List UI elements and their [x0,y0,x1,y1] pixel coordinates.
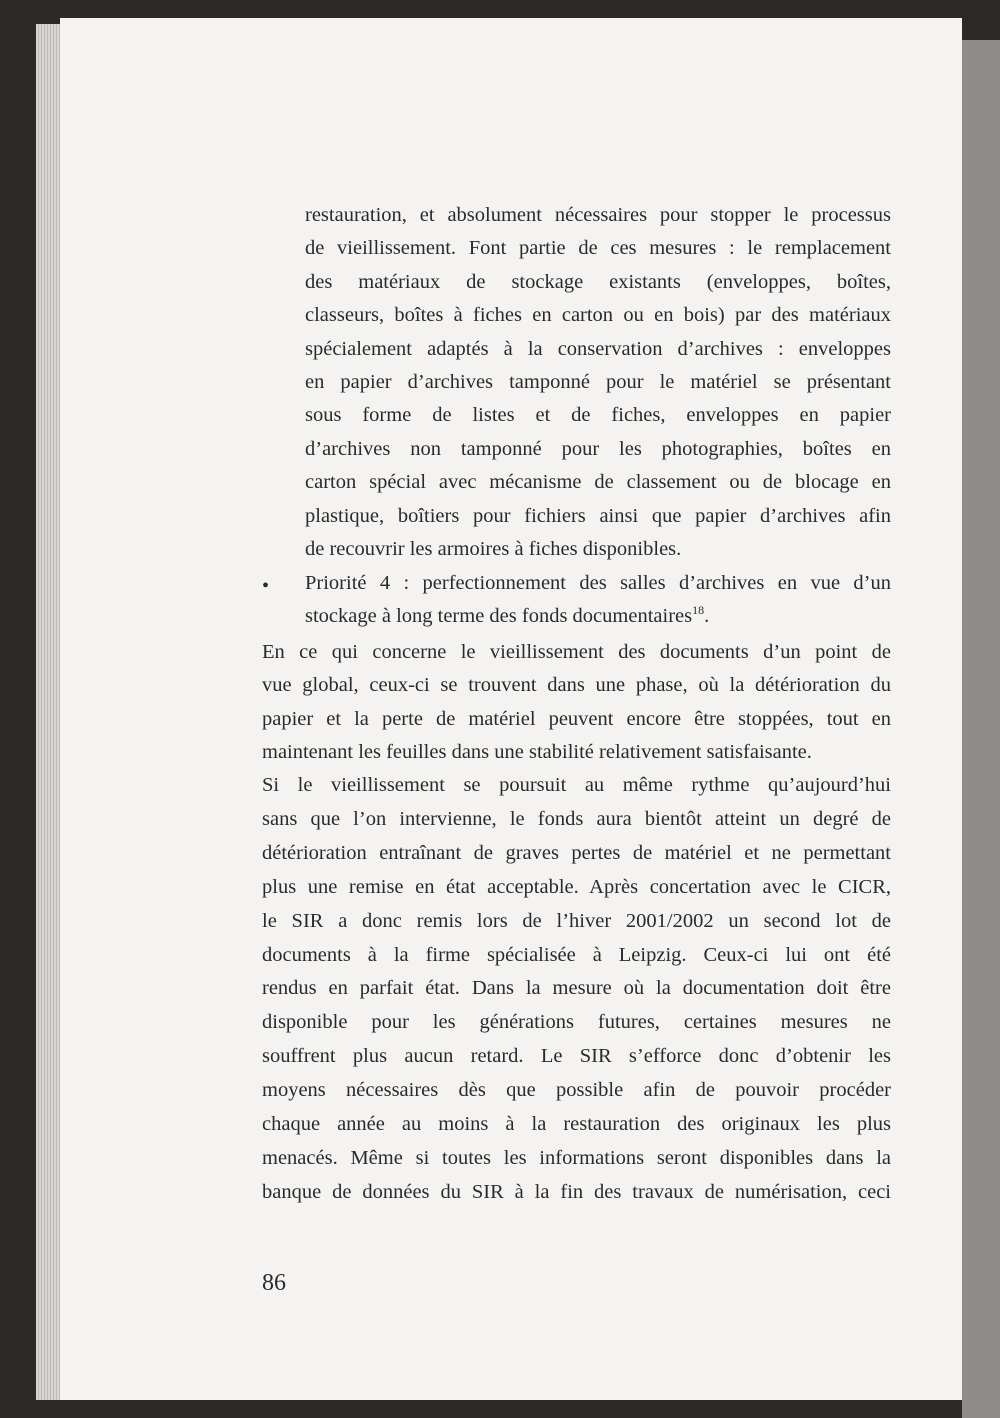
bullet-icon: • [262,575,270,597]
page-number: 86 [262,1270,286,1296]
footnote-ref: 18 [692,603,705,618]
text-line: plus une remise en état acceptable. Après concertation avec le CICR, [262,875,891,898]
bullet-line: stockage à long terme des fonds documentaires$^{18}$. [305,603,710,627]
text-line: disponible pour les générations futures, certaines mesures ne [262,1011,891,1034]
text-line: sous forme de listes et de fiches, enveloppes en papier [305,404,891,427]
text-line: restauration, et absolument nécessaires pour stopper le processus [305,204,891,226]
text-line: le SIR a donc remis lors de l’hiver 2001/2002 un second lot de [262,909,891,932]
text-line: d’archives non tamponné pour les photographies, boîtes en [305,437,891,460]
text-line: en papier d’archives tamponné pour le matériel se présentant [305,371,891,393]
text-line: sans que l’on intervienne, le fonds aura bientôt atteint un degré de [262,807,891,830]
text-line: documents à la firme spécialisée à Leipzig. Ceux-ci lui ont été [262,943,891,966]
facing-page-edge [962,40,1000,1418]
bullet-line: Priorité 4 : perfectionnement des salles d’archives en vue d’un [305,572,891,594]
text-line: classeurs, boîtes à fiches en carton ou en bois) par des matériaux [305,304,891,327]
text-line: plastique, boîtiers pour fichiers ainsi que papier d’archives afin [305,504,891,527]
text-line: moyens nécessaires dès que possible afin de pouvoir procéder [262,1079,891,1102]
text-line: détérioration entraînant de graves pertes de matériel et ne permettant [262,841,891,864]
text-line: En ce qui concerne le vieillissement des documents d’un point de [262,641,891,663]
text-line: spécialement adaptés à la conservation d’archives : enveloppes [305,337,891,360]
text-line: papier et la perte de matériel peuvent encore être stoppées, tout en [262,707,891,730]
text-line: chaque année au moins à la restauration des originaux les plus [262,1113,891,1135]
text-line: souffrent plus aucun retard. Le SIR s’efforce donc d’obtenir les [262,1045,891,1068]
text-line: rendus en parfait état. Dans la mesure où la documentation doit être [262,977,891,1000]
text-line: des matériaux de stockage existants (enveloppes, boîtes, [305,270,891,293]
text-line: de recouvrir les armoires à fiches disponibles. [305,538,682,560]
text-line: de vieillissement. Font partie de ces mesures : le remplacement [305,237,891,260]
text-line: Si le vieillissement se poursuit au même rythme qu’aujourd’hui [262,774,891,796]
text-line: carton spécial avec mécanisme de classement ou de blocage en [305,471,891,494]
text-line: banque de données du SIR à la fin des travaux de numérisation, ceci [262,1180,891,1203]
text-line: menacés. Même si toutes les informations seront disponibles dans la [262,1146,891,1169]
text-line: maintenant les feuilles dans une stabilité relativement satisfaisante. [262,740,812,763]
text-line: vue global, ceux-ci se trouvent dans une phase, où la détérioration du [262,674,891,697]
